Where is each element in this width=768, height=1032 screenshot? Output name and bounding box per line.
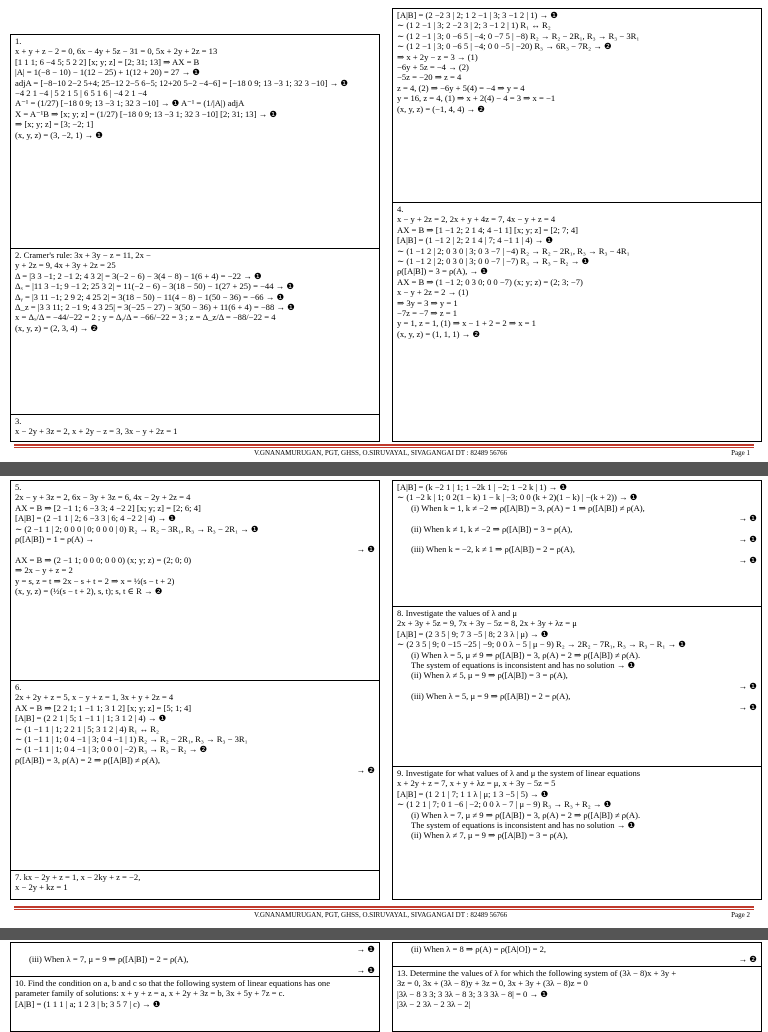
solution-line: AX = B ⇒ [1 −1 2; 2 1 4; 4 −1 1] [x; y; z] = [2; 7; 4] bbox=[397, 224, 579, 235]
solution-line: (ii) When λ ≠ 5, μ = 9 ⇒ ρ([A|B]) = 3 = ρ(A), bbox=[411, 670, 568, 681]
problem-13 bbox=[393, 967, 761, 1012]
footer-page-number: Page 2 bbox=[731, 911, 750, 919]
page-1 bbox=[0, 0, 768, 462]
page-3-right-column bbox=[392, 942, 762, 1032]
solution-line: ∼ (1 −1 1 | 1; 0 4 −1 | 3; 0 4 −1 | 1) R₂ → R₂ − 2R₁, R₃ → R₃ − 3R₁ bbox=[15, 734, 248, 745]
solution-line: (i) When k = 1, k ≠ −2 ⇒ ρ([A|B]) = 3, ρ(A) = 1 ⇒ ρ([A|B]) ≠ ρ(A), bbox=[411, 502, 645, 513]
solution-line: → ❶ bbox=[738, 680, 757, 691]
solution-line: x − 2y + kz = 1 bbox=[15, 882, 68, 893]
problem-7-solution bbox=[393, 481, 761, 607]
solution-line: x − 2y + 3z = 2, x + 2y − z = 3, 3x − y + 2z = 1 bbox=[15, 426, 178, 437]
solution-line: ∼ (1 −1 2 | 2; 0 3 0 | 3; 0 3 −7 | −4) R₂ → R₂ − 2R₁, R₃ → R₃ − 4R₁ bbox=[397, 245, 630, 256]
solution-line: ⇒ x + 2y − z = 3 → (1) bbox=[397, 51, 478, 62]
footer-author: V.GNANAMURUGAN, PGT, GHSS, O.SIRUVAYAL, SIVAGANGAI DT : 82489 56766 bbox=[254, 449, 508, 457]
solution-line: (x, y, z) = (−1, 4, 4) → ❷ bbox=[397, 103, 485, 114]
problem-1 bbox=[11, 35, 379, 249]
solution-line: 10. Find the condition on a, b and c so that the following system of linear equations has one bbox=[15, 978, 331, 988]
page-separator bbox=[0, 928, 768, 940]
solution-line: y + 2z = 9, 4x + 3y + 2z = 25 bbox=[15, 260, 116, 271]
solution-line: y = 16, z = 4, (1) ⇒ x + 2(4) − 4 = 3 ⇒ x = −1 bbox=[397, 93, 556, 104]
solution-line: ∼ (1 2 −1 | 3; 2 −2 3 | 2; 3 −1 2 | 1) R₁ ↔ R₂ bbox=[397, 20, 551, 31]
solution-line: (x, y, z) = (2, 3, 4) → ❷ bbox=[15, 322, 99, 333]
solution-line: (x, y, z) = (1, 1, 1) → ❷ bbox=[397, 328, 481, 339]
solution-line: (iii) When k = −2, k ≠ 1 ⇒ ρ([A|B]) = 2 = ρ(A), bbox=[411, 544, 575, 555]
solution-line: parameter family of solutions: x + y + z = a, x + 2y + 3z = b, 3x + 5y + 7z = c. bbox=[15, 988, 285, 999]
page-3 bbox=[0, 940, 768, 1024]
footer-author: V.GNANAMURUGAN, PGT, GHSS, O.SIRUVAYAL, SIVAGANGAI DT : 82489 56766 bbox=[254, 911, 508, 919]
solution-line: −6y + 5z = −4 → (2) bbox=[397, 62, 469, 73]
page-1-right-column bbox=[392, 8, 762, 442]
solution-line: (iii) When λ = 5, μ = 9 ⇒ ρ([A|B]) = 2 = ρ(A), bbox=[411, 691, 571, 702]
solution-line: x − y + 2z = 2 → (1) bbox=[397, 287, 469, 298]
solution-line: [A|B] = (2 3 5 | 9; 7 3 −5 | 8; 2 3 λ | μ) → ❶ bbox=[397, 628, 549, 639]
problem-4 bbox=[393, 203, 761, 341]
problem-8 bbox=[393, 607, 761, 767]
solution-line: |3λ − 2 3λ − 2 3λ − 2| bbox=[397, 999, 471, 1010]
solution-line: Δ_z = |3 3 11; 2 −1 9; 4 3 25| = 3(−25 − 27) − 3(50 − 36) + 11(6 + 4) = −88 → ❶ bbox=[15, 302, 295, 313]
solution-line: ∼ (1 −1 2 | 2; 0 3 0 | 3; 0 0 −7 | −7) R₃ → R₃ − R₂ → ❶ bbox=[397, 256, 590, 267]
solution-line: [A|B] = (k −2 1 | 1; 1 −2k 1 | −2; 1 −2 k | 1) → ❶ bbox=[397, 482, 568, 492]
solution-line: ⇒ 3y = 3 ⇒ y = 1 bbox=[397, 297, 458, 308]
problem-9-continued bbox=[11, 943, 379, 977]
solution-line: The system of equations is inconsistent and has no solution → ❶ bbox=[411, 660, 636, 671]
problem-12-continued bbox=[393, 943, 761, 967]
solution-line: x − y + 2z = 2, 2x + y + 4z = 7, 4x − y + z = 4 bbox=[397, 214, 556, 225]
page-3-left-column bbox=[10, 942, 380, 1032]
solution-line: z = 4, (2) ⇒ −6y + 5(4) = −4 ⇒ y = 4 bbox=[397, 82, 525, 93]
solution-line: 7. kx − 2y + z = 1, x − 2ky + z = −2, bbox=[15, 872, 141, 882]
solution-line: ∼ (1 −1 1 | 1; 2 2 1 | 5; 3 1 2 | 4) R₁ ↔ R₂ bbox=[15, 723, 159, 734]
page-1-left-column bbox=[10, 34, 380, 442]
solution-line: 1. bbox=[15, 36, 22, 46]
solution-line: → ❶ bbox=[738, 554, 757, 565]
solution-line: AX = B ⇒ [2 2 1; 1 −1 1; 3 1 2] [x; y; z] = [5; 1; 4] bbox=[15, 702, 192, 713]
page-2-footer bbox=[14, 906, 754, 920]
solution-line: → ❶ bbox=[356, 964, 375, 975]
solution-line: 2x + 3y + 5z = 9, 7x + 3y − 5z = 8, 2x + 3y + λz = μ bbox=[397, 618, 577, 629]
solution-line: Δₓ = |11 3 −1; 9 −1 2; 25 3 2| = 11(−2 − 6) − 3(18 − 50) − 1(27 + 25) = −44 → ❶ bbox=[15, 281, 295, 292]
solution-line: A⁻¹ = (1/27) [−18 0 9; 13 −3 1; 32 3 −10] → ❶ A⁻¹ = (1/|A|) adjA bbox=[15, 98, 245, 109]
solution-line: 5. bbox=[15, 482, 22, 492]
page-2 bbox=[0, 476, 768, 928]
solution-line: [1 1 1; 6 −4 5; 5 2 2] [x; y; z] = [2; 31; 13] ⇒ AX = B bbox=[15, 56, 200, 67]
solution-line: AX = B ⇒ [2 −1 1; 6 −3 3; 4 −2 2] [x; y; z] = [2; 6; 4] bbox=[15, 502, 201, 513]
solution-line: 3z = 0, 3x + (3λ − 8)y + 3z = 0, 3x + 3y + (3λ − 8)z = 0 bbox=[397, 978, 588, 989]
solution-line: |3λ − 8 3 3; 3 3λ − 8 3; 3 3 3λ − 8| = 0 → ❶ bbox=[397, 988, 548, 999]
solution-line: [A|B] = (1 −1 2 | 2; 2 1 4 | 7; 4 −1 1 | 4) → ❶ bbox=[397, 235, 554, 246]
problem-3 bbox=[11, 415, 379, 439]
page-2-left-column bbox=[10, 480, 380, 900]
solution-line: Δᵧ = |3 11 −1; 2 9 2; 4 25 2| = 3(18 − 50) − 11(4 − 8) − 1(50 − 36) = −66 → ❶ bbox=[15, 291, 285, 302]
solution-line: (ii) When k ≠ 1, k ≠ −2 ⇒ ρ([A|B]) = 3 = ρ(A), bbox=[411, 523, 573, 534]
solution-line: 2. Cramer's rule: 3x + 3y − z = 11, 2x − bbox=[15, 250, 151, 260]
page-2-right-column bbox=[392, 480, 762, 900]
solution-line: Δ = |3 3 −1; 2 −1 2; 4 3 2| = 3(−2 − 6) − 3(4 − 8) − 1(6 + 4) = −22 → ❶ bbox=[15, 270, 262, 281]
solution-line: ⇒ [x; y; z] = [3; −2; 1] bbox=[15, 119, 94, 130]
solution-line: AX = B ⇒ (1 −1 2; 0 3 0; 0 0 −7) (x; y; z) = (2; 3; −7) bbox=[397, 276, 583, 287]
solution-line: [A|B] = (2 −2 3 | 2; 1 2 −1 | 3; 3 −1 2 | 1) → ❶ bbox=[397, 10, 558, 20]
solution-line: [A|B] = (2 −1 1 | 2; 6 −3 3 | 6; 4 −2 2 | 4) → ❶ bbox=[15, 513, 176, 524]
solution-line: → ❶ bbox=[738, 534, 757, 545]
solution-line: ρ([A|B]) = 3, ρ(A) = 2 ⇒ ρ([A|B]) ≠ ρ(A), bbox=[15, 754, 161, 765]
solution-line: ρ([A|B]) = 3 = ρ(A), → ❶ bbox=[397, 266, 488, 277]
solution-line: y = s, z = t ⇒ 2x − s + t = 2 ⇒ x = ½(s − t + 2) bbox=[15, 575, 175, 586]
solution-line: (ii) When λ ≠ 7, μ = 9 ⇒ ρ([A|B]) = 3 = ρ(A), bbox=[411, 830, 568, 841]
solution-line: 2x + 2y + z = 5, x − y + z = 1, 3x + y + 2z = 4 bbox=[15, 692, 174, 703]
solution-line: 3. bbox=[15, 416, 22, 426]
solution-line: 13. Determine the values of λ for which the following system of (3λ − 8)x + 3y + bbox=[397, 968, 677, 978]
problem-9 bbox=[393, 767, 761, 843]
solution-line: → ❷ bbox=[738, 954, 757, 965]
solution-line: The system of equations is inconsistent and has no solution → ❶ bbox=[411, 820, 636, 831]
solution-line: → ❶ bbox=[738, 701, 757, 712]
solution-line: 8. Investigate the values of λ and μ bbox=[397, 608, 517, 618]
solution-line: ∼ (2 3 5 | 9; 0 −15 −25 | −9; 0 0 λ − 5 | μ − 9) R₂ → 2R₂ − 7R₁, R₃ → R₃ − R₁ → ❶ bbox=[397, 639, 686, 650]
solution-line: (x, y, z) = (½(s − t + 2), s, t); s, t ∈ R → ❷ bbox=[15, 586, 163, 597]
solution-line: (x, y, z) = (3, −2, 1) → ❶ bbox=[15, 129, 103, 140]
solution-line: (i) When λ = 5, μ ≠ 9 ⇒ ρ([A|B]) = 3, ρ(A) = 2 ⇒ ρ([A|B]) ≠ ρ(A). bbox=[411, 649, 641, 660]
solution-line: X = A⁻¹B ⇒ [x; y; z] = (1/27) [−18 0 9; 13 −3 1; 32 3 −10] [2; 31; 13] → ❶ bbox=[15, 108, 278, 119]
solution-line: x + 2y + z = 7, x + y + λz = μ, x + 3y − 5z = 5 bbox=[397, 778, 556, 789]
problem-5 bbox=[11, 481, 379, 681]
solution-line: y = 1, z = 1, (1) ⇒ x − 1 + 2 = 2 ⇒ x = 1 bbox=[397, 318, 536, 329]
solution-line: ∼ (1 −2 k | 1; 0 2(1 − k) 1 − k | −3; 0 0 (k + 2)(1 − k) | −(k + 2)) → ❶ bbox=[397, 492, 638, 503]
page-separator bbox=[0, 462, 768, 476]
solution-line: x = Δₓ/Δ = −44/−22 = 2 ; y = Δᵧ/Δ = −66/−22 = 3 ; z = Δ_z/Δ = −88/−22 = 4 bbox=[15, 312, 276, 323]
problem-6 bbox=[11, 681, 379, 871]
solution-line: 4. bbox=[397, 204, 404, 214]
solution-line: x + y + z − 2 = 0, 6x − 4y + 5z − 31 = 0, 5x + 2y + 2z = 13 bbox=[15, 46, 218, 57]
solution-line: [A|B] = (1 1 1 | a; 1 2 3 | b; 3 5 7 | c) → ❶ bbox=[15, 998, 161, 1009]
solution-line: −4 2 1 −4 | 5 2 1 5 | 6 5 1 6 | −4 2 1 −4 bbox=[15, 88, 147, 99]
solution-line: 2x − y + 3z = 2, 6x − 3y + 3z = 6, 4x − 2y + 2z = 4 bbox=[15, 492, 191, 503]
problem-2 bbox=[11, 249, 379, 415]
solution-line: [A|B] = (1 2 1 | 7; 1 1 λ | μ; 1 3 −5 | 5) → ❶ bbox=[397, 788, 549, 799]
solution-line: ∼ (1 2 −1 | 3; 0 −6 5 | −4; 0 −7 5 | −8) R₂ → R₂ − 2R₁, R₃ → R₃ − 3R₁ bbox=[397, 30, 640, 41]
solution-line: [A|B] = (2 2 1 | 5; 1 −1 1 | 1; 3 1 2 | 4) → ❶ bbox=[15, 713, 167, 724]
solution-line: ∼ (1 −1 1 | 1; 0 4 −1 | 3; 0 0 0 | −2) R₃ → R₃ − R₂ → ❷ bbox=[15, 744, 208, 755]
solution-line: adjA = [−8−10 2−2 5+4; 25−12 2−5 6−5; 12+20 5−2 −4−6] = [−18 0 9; 13 −3 1; 32 3 −10] → ❶ bbox=[15, 77, 349, 88]
solution-line: → ❶ bbox=[356, 544, 375, 555]
problem-3-solution bbox=[393, 9, 761, 203]
solution-line: → ❶ bbox=[738, 513, 757, 524]
solution-line: ∼ (2 −1 1 | 2; 0 0 0 | 0; 0 0 0 | 0) R₂ → R₂ − 3R₁, R₃ → R₃ − 2R₁ → ❶ bbox=[15, 523, 259, 534]
page-1-footer bbox=[14, 444, 754, 458]
problem-7 bbox=[11, 871, 379, 895]
solution-line: ⇒ 2x − y + z = 2 bbox=[15, 565, 73, 576]
solution-line: 6. bbox=[15, 682, 22, 692]
solution-line: → ❶ bbox=[356, 944, 375, 954]
problem-10 bbox=[11, 977, 379, 1011]
footer-page-number: Page 1 bbox=[731, 449, 750, 457]
solution-line: ρ([A|B]) = 1 = ρ(A) → bbox=[15, 534, 94, 545]
solution-line: −5z = −20 ⇒ z = 4 bbox=[397, 72, 462, 83]
solution-line: 9. Investigate for what values of λ and μ the system of linear equations bbox=[397, 768, 641, 778]
solution-line: |A| = 1(−8 − 10) − 1(12 − 25) + 1(12 + 20) = 27 → ❶ bbox=[15, 67, 201, 78]
solution-line: (ii) When λ = 8 ⇒ ρ(A) = ρ([A|O]) = 2, bbox=[411, 944, 547, 954]
solution-line: −7z = −7 ⇒ z = 1 bbox=[397, 308, 457, 319]
solution-line: ∼ (1 2 −1 | 3; 0 −6 5 | −4; 0 0 −5 | −20) R₃ → 6R₃ − 7R₂ → ❷ bbox=[397, 41, 612, 52]
solution-line: (iii) When λ = 7, μ = 9 ⇒ ρ([A|B]) = 2 = ρ(A), bbox=[29, 954, 189, 965]
solution-line: → ❷ bbox=[356, 765, 375, 776]
solution-line: (i) When λ = 7, μ ≠ 9 ⇒ ρ([A|B]) = 3, ρ(A) = 2 ⇒ ρ([A|B]) ≠ ρ(A). bbox=[411, 809, 641, 820]
solution-line: AX = B ⇒ (2 −1 1; 0 0 0; 0 0 0) (x; y; z) = (2; 0; 0) bbox=[15, 554, 192, 565]
solution-line: ∼ (1 2 1 | 7; 0 1 −6 | −2; 0 0 λ − 7 | μ − 9) R₃ → R₃ + R₂ → ❶ bbox=[397, 799, 612, 810]
